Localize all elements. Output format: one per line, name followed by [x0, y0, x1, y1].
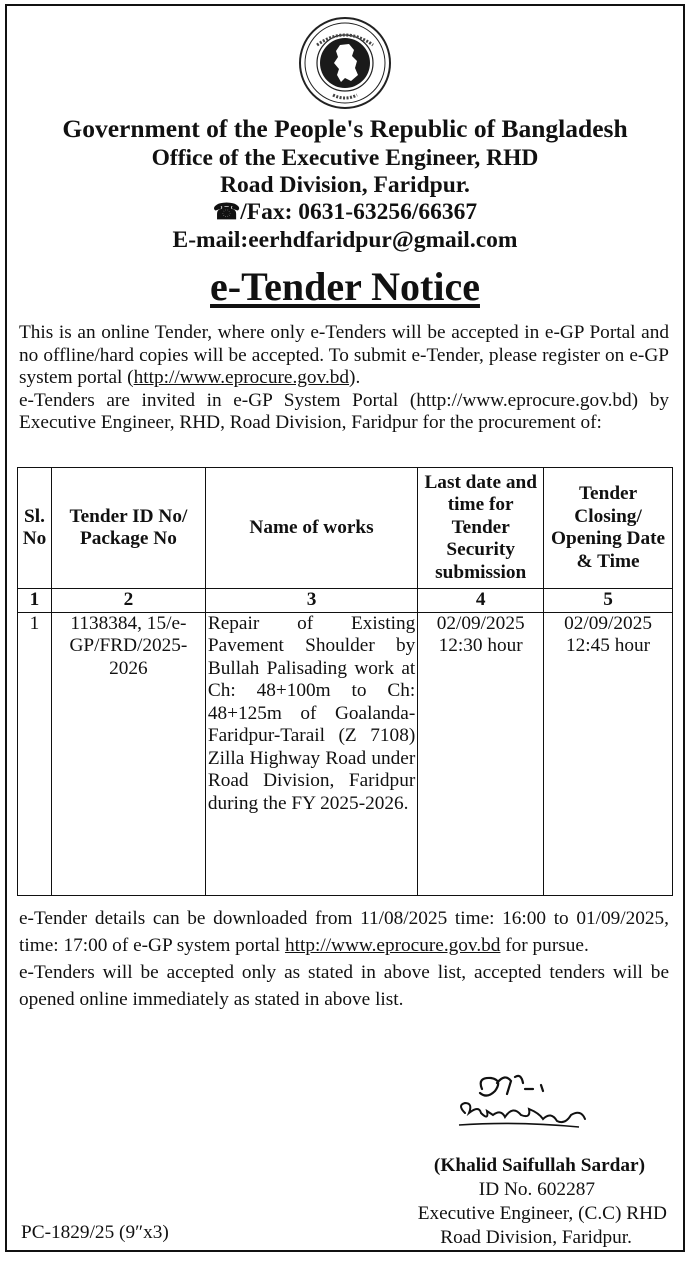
- intro-paragraph-1: [19, 322, 669, 390]
- tender-table: [17, 467, 673, 896]
- government-seal-icon: [297, 15, 393, 111]
- table-header-row: [18, 468, 673, 589]
- column-number: 5: [544, 589, 673, 613]
- column-number: 2: [51, 589, 205, 613]
- division-heading: Road Division, Faridpur.: [220, 172, 470, 198]
- download-paragraph: [19, 905, 669, 959]
- intro-text: This is an online Tender, where only e-Tenders will be accepted in e-GP Portal and no offline/hard copies will be accepted. To submit e-Tender, please register on e-GP system portal (: [19, 322, 669, 388]
- signatory-id: ID No. 602287: [478, 1179, 595, 1200]
- cell-name-of-works: Repair of Existing Pavement Shoulder by Bullah Palisading work at Ch: 48+100m to Ch: 48+125m of Goalanda-Faridpur-Tarail (Z 7108) Zilla Highway Road under Road Division, Faridpur during the FY 2025-2026.: [205, 612, 417, 895]
- cell-security-deadline: [418, 612, 544, 895]
- phone-fax-line: [7, 199, 683, 226]
- closing-time: 12:45 hour: [566, 635, 651, 656]
- signatory-name: (Khalid Saifullah Sardar): [433, 1155, 645, 1176]
- details-section: [19, 905, 669, 1013]
- header-tender-id: Tender ID No/ Package No: [51, 468, 205, 589]
- page-title: e-Tender Notice: [210, 264, 480, 309]
- cell-tender-id: 1138384, 15/e-GP/FRD/2025-2026: [51, 612, 205, 895]
- header-name-of-works: Name of works: [205, 468, 417, 589]
- security-date: 02/09/2025: [436, 612, 525, 634]
- header-closing-opening: Tender Closing/ Opening Date & Time: [544, 468, 673, 589]
- cell-sl-no: 1: [18, 612, 52, 895]
- column-number: 4: [418, 589, 544, 613]
- intro-paragraph-2: e-Tenders are invited in e-GP System Portal (http://www.eprocure.gov.bd) by Executive Engineer, RHD, Road Division, Faridpur for the procurement of:: [19, 389, 669, 433]
- header-sl-no: Sl. No: [18, 468, 52, 589]
- column-number: 3: [205, 589, 417, 613]
- eprocure-link[interactable]: http://www.eprocure.gov.bd: [133, 367, 350, 388]
- download-text-end: for pursue.: [500, 935, 589, 956]
- signature-block: [307, 1154, 667, 1250]
- security-time: 12:30 hour: [438, 635, 523, 656]
- download-text: e-Tender details can be downloaded from 11/08/2025 time: 16:00 to 01/09/2025, time: 17:00 of e-GP system portal: [19, 908, 669, 956]
- acceptance-paragraph: e-Tenders will be accepted only as stated in above list, accepted tenders will be opened online immediately as stated in above list.: [19, 962, 669, 1010]
- intro-text-end: ).: [349, 367, 361, 388]
- telephone-icon: ☎: [212, 199, 241, 224]
- phone-fax-text: /Fax: 0631-63256/66367: [240, 199, 478, 225]
- tender-notice-page: [5, 4, 685, 1252]
- closing-date: 02/09/2025: [564, 612, 652, 634]
- email-line: E-mail:eerhdfaridpur@gmail.com: [172, 227, 518, 253]
- signatory-designation: Executive Engineer, (C.C) RHD: [417, 1203, 667, 1224]
- column-number-row: [18, 589, 673, 613]
- government-heading: Government of the People's Republic of Bangladesh: [62, 114, 628, 143]
- signatory-office: Road Division, Faridpur.: [440, 1227, 632, 1248]
- header-security-deadline: Last date and time for Tender Security submission: [418, 468, 544, 589]
- intro-section: [19, 322, 669, 435]
- handwritten-signature: [447, 1069, 597, 1154]
- column-number: 1: [18, 589, 52, 613]
- office-heading: Office of the Executive Engineer, RHD: [151, 145, 539, 171]
- table-row: [18, 612, 673, 895]
- pc-reference: PC-1829/25 (9″x3): [21, 1222, 169, 1243]
- cell-closing-opening: [544, 612, 673, 895]
- eprocure-link[interactable]: http://www.eprocure.gov.bd: [284, 935, 501, 956]
